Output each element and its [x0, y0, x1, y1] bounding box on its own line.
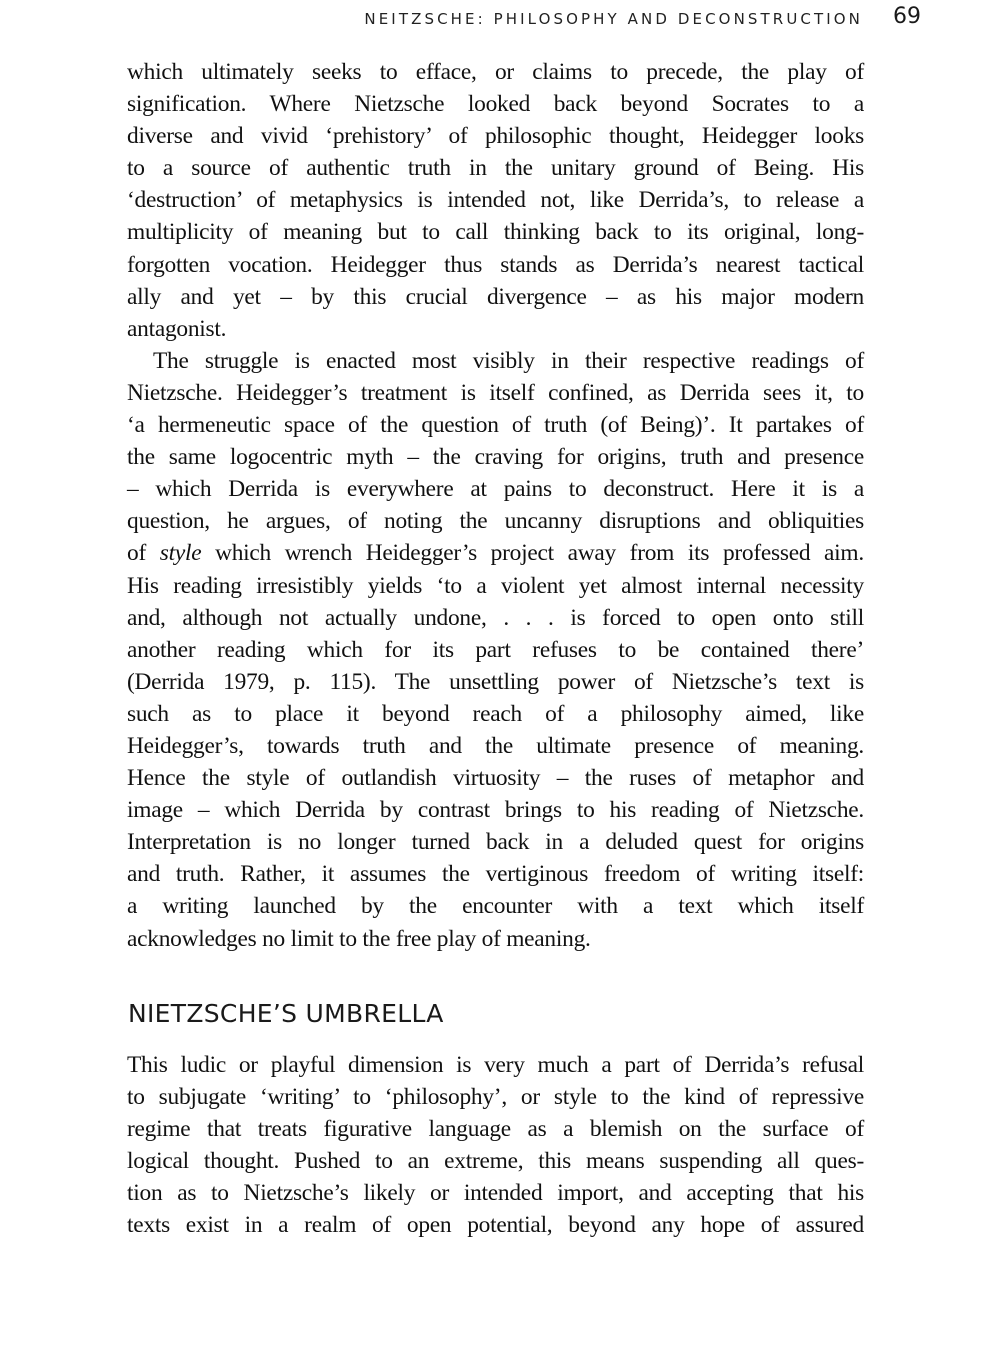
- text-line: – which Derrida is everywhere at pains to deconstruct. Here it is a: [127, 476, 864, 503]
- text-line: His reading irresistibly yields ‘to a violent yet almost internal necessity: [127, 572, 864, 599]
- section-heading: NIETZSCHE’S UMBRELLA: [128, 999, 444, 1028]
- text-line-with-italic: [127, 537, 864, 569]
- italic-word-style: style: [159, 540, 202, 567]
- body-text-before-heading: [127, 56, 864, 955]
- text-line: and, although not actually undone, . . . is forced to open onto still: [127, 604, 864, 631]
- text-line: a writing launched by the encounter with a text which itself: [127, 893, 864, 920]
- text-line: the same logocentric myth – the craving for origins, truth and presence: [127, 444, 864, 471]
- text-line: ‘a hermeneutic space of the question of truth (of Being)’. It partakes of: [127, 412, 864, 439]
- text-line: Hence the style of outlandish virtuosity – the ruses of metaphor and: [127, 765, 864, 792]
- text-segment: of: [127, 540, 160, 567]
- text-line: and truth. Rather, it assumes the vertiginous freedom of writing itself:: [127, 861, 864, 888]
- text-line: This ludic or playful dimension is very much a part of Derrida’s refusal: [127, 1052, 864, 1078]
- text-line: to a source of authentic truth in the unitary ground of Being. His: [127, 155, 864, 182]
- text-line: acknowledges no limit to the free play of meaning.: [127, 925, 591, 952]
- running-title: NEITZSCHE: PHILOSOPHY AND DECONSTRUCTION: [364, 10, 863, 28]
- text-line: Heidegger’s, towards truth and the ultimate presence of meaning.: [127, 732, 864, 759]
- text-line: texts exist in a realm of open potential, beyond any hope of assured: [127, 1212, 864, 1239]
- text-line: Interpretation is no longer turned back in a deluded quest for origins: [127, 829, 864, 856]
- paragraph-1: [127, 56, 864, 345]
- text-line: Nietzsche. Heidegger’s treatment is itself confined, as Derrida sees it, to: [127, 379, 864, 406]
- text-line: ally and yet – by this crucial divergence – as his major modern: [127, 283, 864, 310]
- text-line: which ultimately seeks to efface, or claims to precede, the play of: [127, 59, 864, 85]
- page-number: 69: [893, 4, 921, 29]
- body-text-after-heading: [127, 1049, 864, 1242]
- paragraph-2: [127, 345, 864, 955]
- text-line: logical thought. Pushed to an extreme, this means suspending all ques-: [127, 1148, 864, 1175]
- text-line: image – which Derrida by contrast brings to his reading of Nietzsche.: [127, 797, 864, 824]
- text-line: ‘destruction’ of metaphysics is intended not, like Derrida’s, to release a: [127, 187, 864, 214]
- text-line: antagonist.: [127, 315, 227, 342]
- text-line: question, he argues, of noting the uncanny disruptions and obliquities: [127, 508, 864, 535]
- text-line: The struggle is enacted most visibly in their respective readings of: [153, 347, 864, 374]
- text-line: signification. Where Nietzsche looked back beyond Socrates to a: [127, 91, 864, 118]
- text-line: forgotten vocation. Heidegger thus stands as Derrida’s nearest tactical: [127, 251, 864, 278]
- text-line: multiplicity of meaning but to call thinking back to its original, long-: [127, 219, 864, 246]
- text-line: (Derrida 1979, p. 115). The unsettling power of Nietzsche’s text is: [127, 668, 864, 695]
- text-line: tion as to Nietzsche’s likely or intended import, and accepting that his: [127, 1180, 864, 1207]
- running-head: [0, 4, 1000, 32]
- text-line: such as to place it beyond reach of a philosophy aimed, like: [127, 700, 864, 727]
- text-segment: which wrench Heidegger’s project away from its professed aim.: [201, 540, 864, 567]
- text-line: diverse and vivid ‘prehistory’ of philosophic thought, Heidegger looks: [127, 123, 864, 150]
- text-line: another reading which for its part refuses to be contained there’: [127, 636, 864, 663]
- text-line: regime that treats figurative language as a blemish on the surface of: [127, 1116, 864, 1143]
- text-line: to subjugate ‘writing’ to ‘philosophy’, or style to the kind of repressive: [127, 1084, 864, 1111]
- paragraph-3: [127, 1049, 864, 1242]
